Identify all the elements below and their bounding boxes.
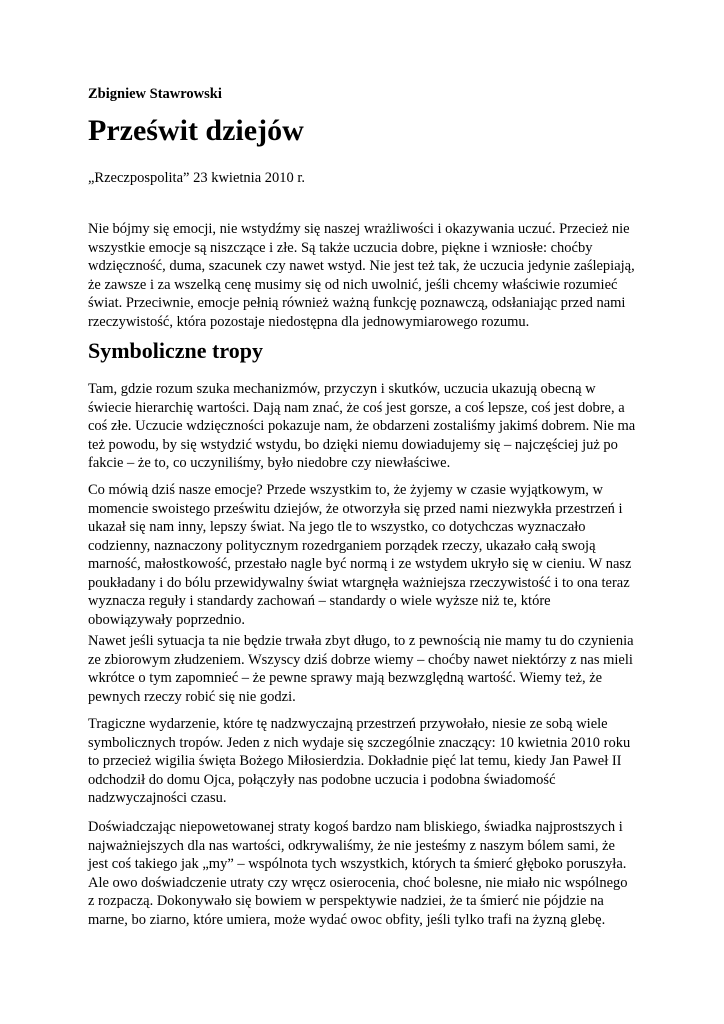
section-heading: Symboliczne tropy: [88, 338, 263, 363]
text-line: wkrótce o tym zapomnieć – że pewne sprawy mają bezwzględną wartość. Wiemy też, że: [88, 670, 603, 686]
text-line: wyznacza reguły i standardy zachowań – standardy o wiele wyższe niż te, które: [88, 593, 551, 609]
text-line: nadzwyczajności czasu.: [88, 790, 227, 806]
text-line: momencie swoistego prześwitu dziejów, że otworzyła się przed nami niezwykła przestrzeń i: [88, 500, 623, 517]
text-line: Nawet jeśli sytuacja ta nie będzie trwała zbyt długo, to z pewnością nie mamy tu do czynienia: [88, 633, 634, 649]
text-line: świat. Przeciwnie, emocje pełnią również ważną funkcję poznawczą, odsłaniając przed nami: [88, 295, 626, 311]
intro-paragraph: [88, 220, 640, 331]
text-line: najważniejszych dla nas wartości, odkrywaliśmy, że nie jesteśmy z naszym bólem sami, że: [88, 837, 615, 854]
text-line: marne, bo ziarno, które umiera, może wydać owoc obfity, jeśli tylko trafi na żyzną glebę.: [88, 911, 606, 928]
text-line: poukładany i do bólu przewidywalny świat wtargnęła ważniejsza rzeczywistość i to ona teraz: [88, 574, 630, 591]
text-line: Tragiczne wydarzenie, które tę nadzwyczajną przestrzeń przywołało, niesie ze sobą wiele: [88, 716, 608, 732]
text-line: że zawsze i za wszelką cenę musimy się od nich uwolnić, jeśli chcemy właściwie rozumieć: [88, 276, 618, 293]
body-paragraph: [88, 818, 640, 929]
text-line: Ale owo doświadczenie utraty czy wręcz osierocenia, choć bolesne, nie miało nic wspólnego: [88, 874, 628, 891]
text-line: ukazał się nam inny, lepszy świat. Na jego tle to wszystko, co dotychczas wyznaczało: [88, 519, 586, 535]
article-title: Prześwit dziejów: [88, 114, 304, 147]
text-line: Nie bójmy się emocji, nie wstydźmy się naszej wrażliwości i okazywania uczuć. Przecież nie: [88, 221, 630, 237]
text-line: Tam, gdzie rozum szuka mechanizmów, przyczyn i skutków, uczucia ukazują obecną w: [88, 381, 596, 397]
text-line: Co mówią dziś nasze emocje? Przede wszystkim to, że żyjemy w czasie wyjątkowym, w: [88, 482, 603, 498]
text-line: ze zbiorowym złudzeniem. Wszyscy dziś dobrze wiemy – choćby nawet niektórzy z nas mieli: [88, 651, 633, 668]
text-line: rzeczywistość, która pozostaje niedostępna dla jednowymiarowego rozumu.: [88, 313, 530, 330]
author-name: Zbigniew Stawrowski: [88, 86, 222, 102]
text-line: pewnych rzeczy robić się nie godzi.: [88, 688, 296, 705]
body-paragraph: [88, 380, 640, 473]
text-line: odchodził do domu Ojca, połączyły nas podobne uczucia i podobna świadomość: [88, 771, 556, 788]
body-paragraph: [88, 632, 640, 706]
text-line: fakcie – że to, co uczyniliśmy, było niedobre czy niewłaściwe.: [88, 455, 451, 471]
text-line: też powodu, by się wstydzić wstydu, bo dzięki niemu dowiadujemy się – najczęściej już po: [88, 436, 618, 453]
text-line: coś złe. Uczucie wdzięczności pokazuje nam, że obdarzeni zostaliśmy jakimś dobrem. Nie ma: [88, 418, 636, 434]
text-line: obowiązywały poprzednio.: [88, 611, 246, 628]
body-paragraph: [88, 481, 640, 629]
text-line: wdzięczność, duma, szacunek czy nawet wstyd. Nie jest też tak, że uczucia jedynie zaślepiają,: [88, 258, 635, 274]
text-line: symbolicznych tropów. Jeden z nich wydaje się szczególnie znaczący: 10 kwietnia 2010 roku: [88, 734, 631, 751]
text-line: świecie hierarchię wartości. Dają nam znać, że coś jest gorsze, a coś lepsze, coś jest dobre, a: [88, 399, 625, 416]
text-line: codzienny, naznaczony politycznym rozedrganiem porządek rzeczy, ukazało całą swoją: [88, 537, 596, 554]
article-source: „Rzeczpospolita” 23 kwietnia 2010 r.: [88, 170, 306, 186]
text-line: z rozpaczą. Dokonywało się bowiem w perspektywie nadziei, że ta śmierć nie pójdzie na: [88, 893, 604, 909]
text-line: to przecież wigilia święta Bożego Miłosierdzia. Dokładnie pięć lat temu, kiedy Jan Paweł II: [88, 753, 622, 769]
text-line: Doświadczając niepowetowanej straty kogoś bardzo nam bliskiego, świadka najprostszych i: [88, 819, 623, 835]
text-line: marność, małostkowość, przestało nagle być normą i ze wstydem ukryło się w cieniu. W nasz: [88, 556, 632, 572]
text-line: wszystkie emocje są niszczące i złe. Są także uczucia dobre, piękne i wzniosłe: choćby: [88, 239, 593, 256]
body-paragraph: [88, 715, 640, 808]
text-line: jest coś takiego jak „my” – wspólnota tych wszystkich, których ta śmierć głęboko poruszyła.: [88, 856, 627, 872]
